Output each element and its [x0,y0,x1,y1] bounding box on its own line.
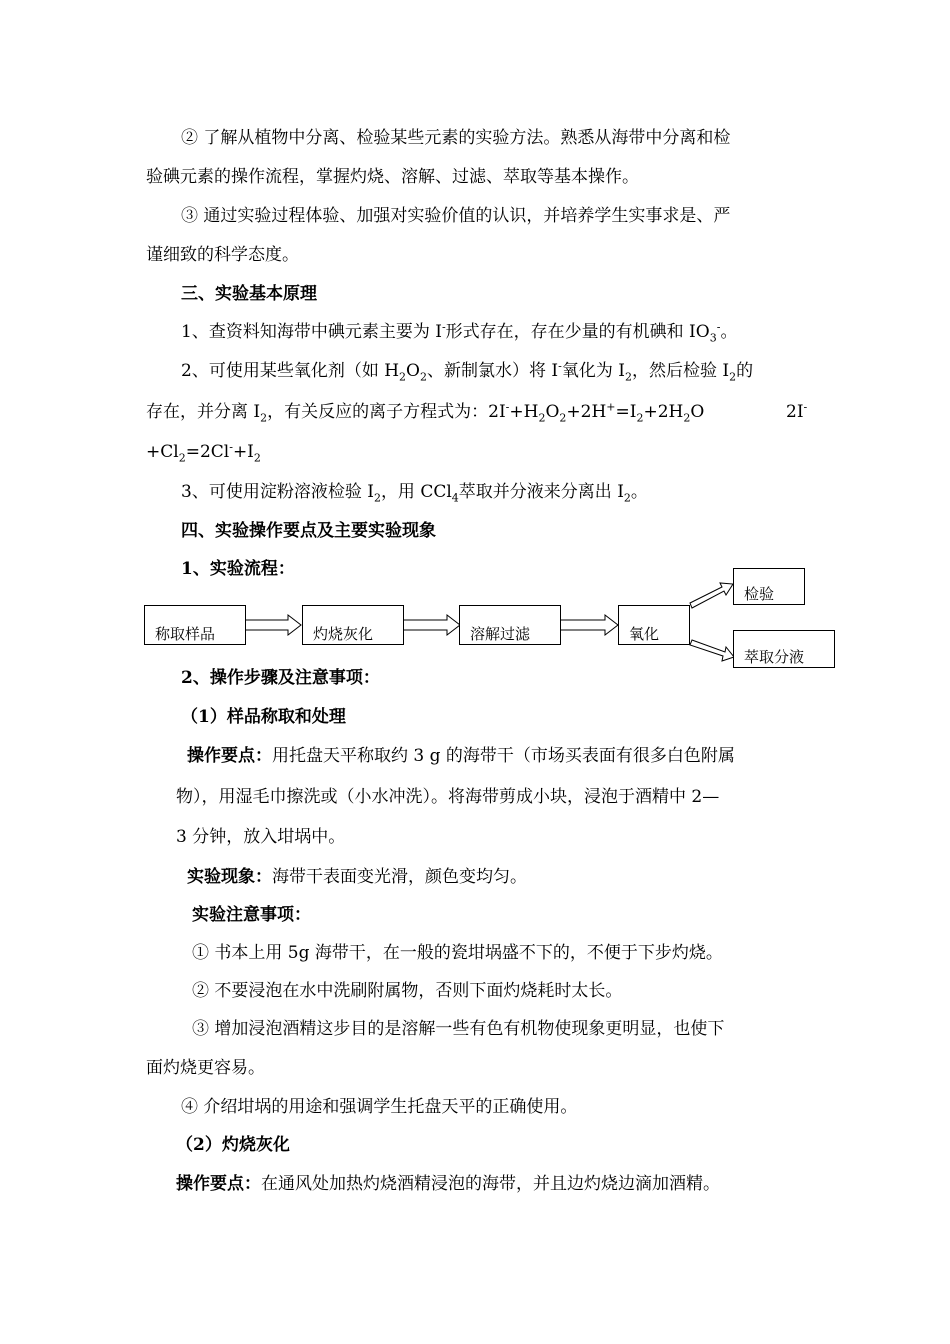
arrow-5 [690,640,734,661]
flow-step-oxidize: 氧化 [618,605,690,645]
part1-note-4: ④ 介绍坩埚的用途和强调学生托盘天平的正确使用。 [181,1097,578,1117]
principle-2-equation2-start: 2I- [786,400,808,422]
principle-1: 1、查资料知海带中碘元素主要为 I-形式存在，存在少量的有机碘和 $IO_3^-$。 [181,320,738,345]
part2-op: 操作要点：在通风处加热灼烧酒精浸泡的海带，并且边灼烧边滴加酒精。 [176,1174,720,1194]
flow-branch-test: 检验 [733,568,805,605]
steps-heading: 2、操作步骤及注意事项： [181,668,380,688]
part1-op-line2: 物），用湿毛巾擦洗或（小水冲洗）。将海带剪成小块，浸泡于酒精中 2— [176,787,720,807]
principle-3: 3、可使用淀粉溶液检验 $I_2$，用 CCl$_4$萃取并分液来分离出 $I_2$。 [181,482,648,505]
arrow-4 [690,583,733,608]
procedures-heading: 四、实验操作要点及主要实验现象 [181,521,436,541]
part1-note-2: ② 不要浸泡在水中洗刷附属物，否则下面灼烧耗时太长。 [192,981,623,1001]
arrow-1 [244,615,301,635]
part1-op-line3: 3 分钟，放入坩埚中。 [176,827,346,847]
objective-2-line2: 验碘元素的操作流程，掌握灼烧、溶解、过滤、萃取等基本操作。 [146,167,639,187]
arrow-2 [403,615,460,635]
objective-2-line1: ② 了解从植物中分离、检验某些元素的实验方法。熟悉从海带中分离和检 [181,128,731,148]
flow-step-dissolve: 溶解过滤 [459,605,561,645]
part1-heading: （1）样品称取和处理 [181,707,346,727]
flow-heading: 1、实验流程： [181,559,295,579]
principle-2-line2: 存在，并分离 $I_2$，有关反应的离子方程式为：$2I^-+H_2O_2+2H^+=I_2+2H_2O$ [146,400,705,425]
flow-step-weigh: 称取样品 [144,605,246,645]
flow-branch-extract: 萃取分液 [733,630,835,668]
principle-2-line1: 2、可使用某些氧化剂（如 $H_2O_2$、新制氯水）将 I-氧化为 $I_2$，然后检验 $I_2$的 [181,359,754,384]
principles-heading: 三、实验基本原理 [181,284,317,304]
arrow-3 [560,615,618,635]
part1-phenomenon: 实验现象：海带干表面变光滑，颜色变均匀。 [187,867,527,887]
flow-step-ash: 灼烧灰化 [302,605,404,645]
objective-3-line1: ③ 通过实验过程体验、加强对实验价值的认识，并培养学生实事求是、严 [181,206,731,226]
part2-heading: （2）灼烧灰化 [176,1135,290,1155]
part1-note-3-line1: ③ 增加浸泡酒精这步目的是溶解一些有色有机物使现象更明显，也使下 [192,1019,725,1039]
part1-notes-heading: 实验注意事项： [192,905,311,925]
part1-op-line1: 操作要点：用托盘天平称取约 3 g 的海带干（市场买表面有很多白色附属 [187,746,735,766]
objective-3-line2: 谨细致的科学态度。 [146,245,299,265]
part1-note-1: ① 书本上用 5g 海带干，在一般的瓷坩埚盛不下的，不便于下步灼烧。 [192,943,723,963]
principle-2-line3: $+Cl_2=2Cl^-+I_2$ [146,440,261,465]
part1-note-3-line2: 面灼烧更容易。 [146,1058,265,1078]
